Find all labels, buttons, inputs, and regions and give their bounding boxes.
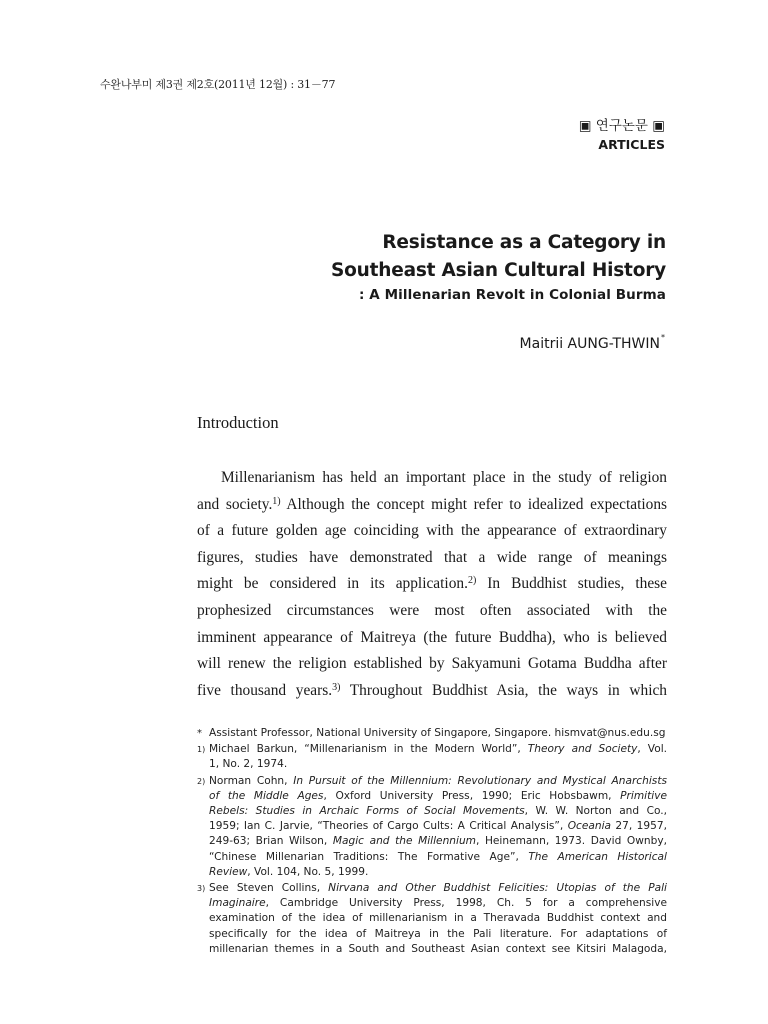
author-name-text: Maitrii AUNG-THWIN (519, 336, 660, 352)
section-label (579, 118, 665, 154)
title-line-2: Southeast Asian Cultural History (331, 260, 666, 281)
footnote-line: Review, Vol. 104, No. 5, 1999. (209, 865, 369, 878)
footnote-line: “Chinese Millenarian Traditions: The Formative Age”, The American Historical (209, 850, 667, 863)
body-line: Millenarianism has held an important place in the study of religion (221, 469, 667, 486)
body-line: of a future golden age coinciding with the appearance of extraordinary (197, 522, 667, 540)
title-line-1: Resistance as a Category in (382, 232, 666, 253)
footnote-line: 1, No. 2, 1974. (209, 758, 288, 771)
author-name (520, 333, 665, 352)
body-line: will renew the religion established by Sakyamuni Gotama Buddha after (197, 655, 667, 673)
footnote-2 (197, 774, 667, 880)
footnote-line: Michael Barkun, “Millenarianism in the Modern World”, Theory and Society, Vol. (209, 743, 668, 756)
footnote-line: Assistant Professor, National University of Singapore, Singapore. hismvat@nus.edu.sg (209, 727, 666, 739)
footnote-mark: 3) (197, 884, 206, 894)
footnote-mark: * (197, 728, 202, 739)
footnote-line: Norman Cohn, In Pursuit of the Millennium: Revolutionary and Mystical Anarchists (209, 774, 667, 787)
footnote-line: examination of the idea of millenarianism in a Theravada Buddhist context and (209, 912, 667, 925)
footnote-line: 1959; Ian C. Jarvie, “Theories of Cargo Cults: A Critical Analysis”, Oceania 27, 1957, (209, 820, 667, 833)
footnotes (197, 726, 667, 958)
body-line: figures, studies have demonstrated that a wide range of meanings (197, 548, 667, 566)
body-paragraph (197, 465, 667, 704)
footnote-mark: 1) (197, 745, 206, 755)
footnote-line: of the Middle Ages, Oxford University Press, 1990; Eric Hobsbawm, Primitive (209, 789, 667, 802)
body-line: five thousand years.$^{3)}$ Throughout Buddhist Asia, the ways in which (197, 681, 667, 699)
footnote-line: specifically for the idea of Maitreya in the Pali literature. For adaptations of (209, 927, 667, 940)
footnote-mark: 2) (197, 776, 206, 786)
footnote-line: 249-63; Brian Wilson, Magic and the Millennium, Heinemann, 1973. David Ownby, (209, 835, 667, 848)
footnote-ref[interactable]: 3) (332, 681, 341, 693)
footnote-ref[interactable]: 1) (272, 495, 281, 507)
footnote-line: Rebels: Studies in Archaic Forms of Social Movements, W. W. Norton and Co., (209, 805, 667, 818)
footnote-line: millenarian themes in a South and Southeast Asian context see Kitsiri Malagoda, (209, 942, 667, 955)
footnote-star (197, 726, 667, 741)
article-title (331, 229, 666, 305)
footnote-ref[interactable]: 2) (467, 575, 477, 587)
body-line: prophesized circumstances were most often associated with the (197, 601, 667, 619)
section-label-english: ARTICLES (598, 137, 665, 152)
footnote-3 (197, 881, 667, 957)
body-line: imminent appearance of Maitreya (the future Buddha), who is believed (197, 628, 667, 646)
section-label-korean: ▣ 연구논문 ▣ (578, 118, 665, 134)
section-heading: Introduction (197, 413, 279, 432)
body-line: and society.$^{1)}$ Although the concept might refer to idealized expectations (197, 495, 667, 513)
author-footnote-mark: * (661, 333, 665, 342)
footnote-line: Imaginaire, Cambridge University Press, 1998, Ch. 5 for a comprehensive (209, 897, 667, 910)
article-subtitle: : A Millenarian Revolt in Colonial Burma (359, 287, 666, 303)
footnote-line: See Steven Collins, Nirvana and Other Buddhist Felicities: Utopias of the Pali (209, 882, 667, 895)
footnote-1 (197, 742, 667, 772)
body-line: might be considered in its application.$^{2)}$ In Buddhist studies, these (197, 575, 667, 593)
running-head: 수완나부미 제3권 제2호(2011년 12월) : 31－77 (100, 78, 336, 91)
